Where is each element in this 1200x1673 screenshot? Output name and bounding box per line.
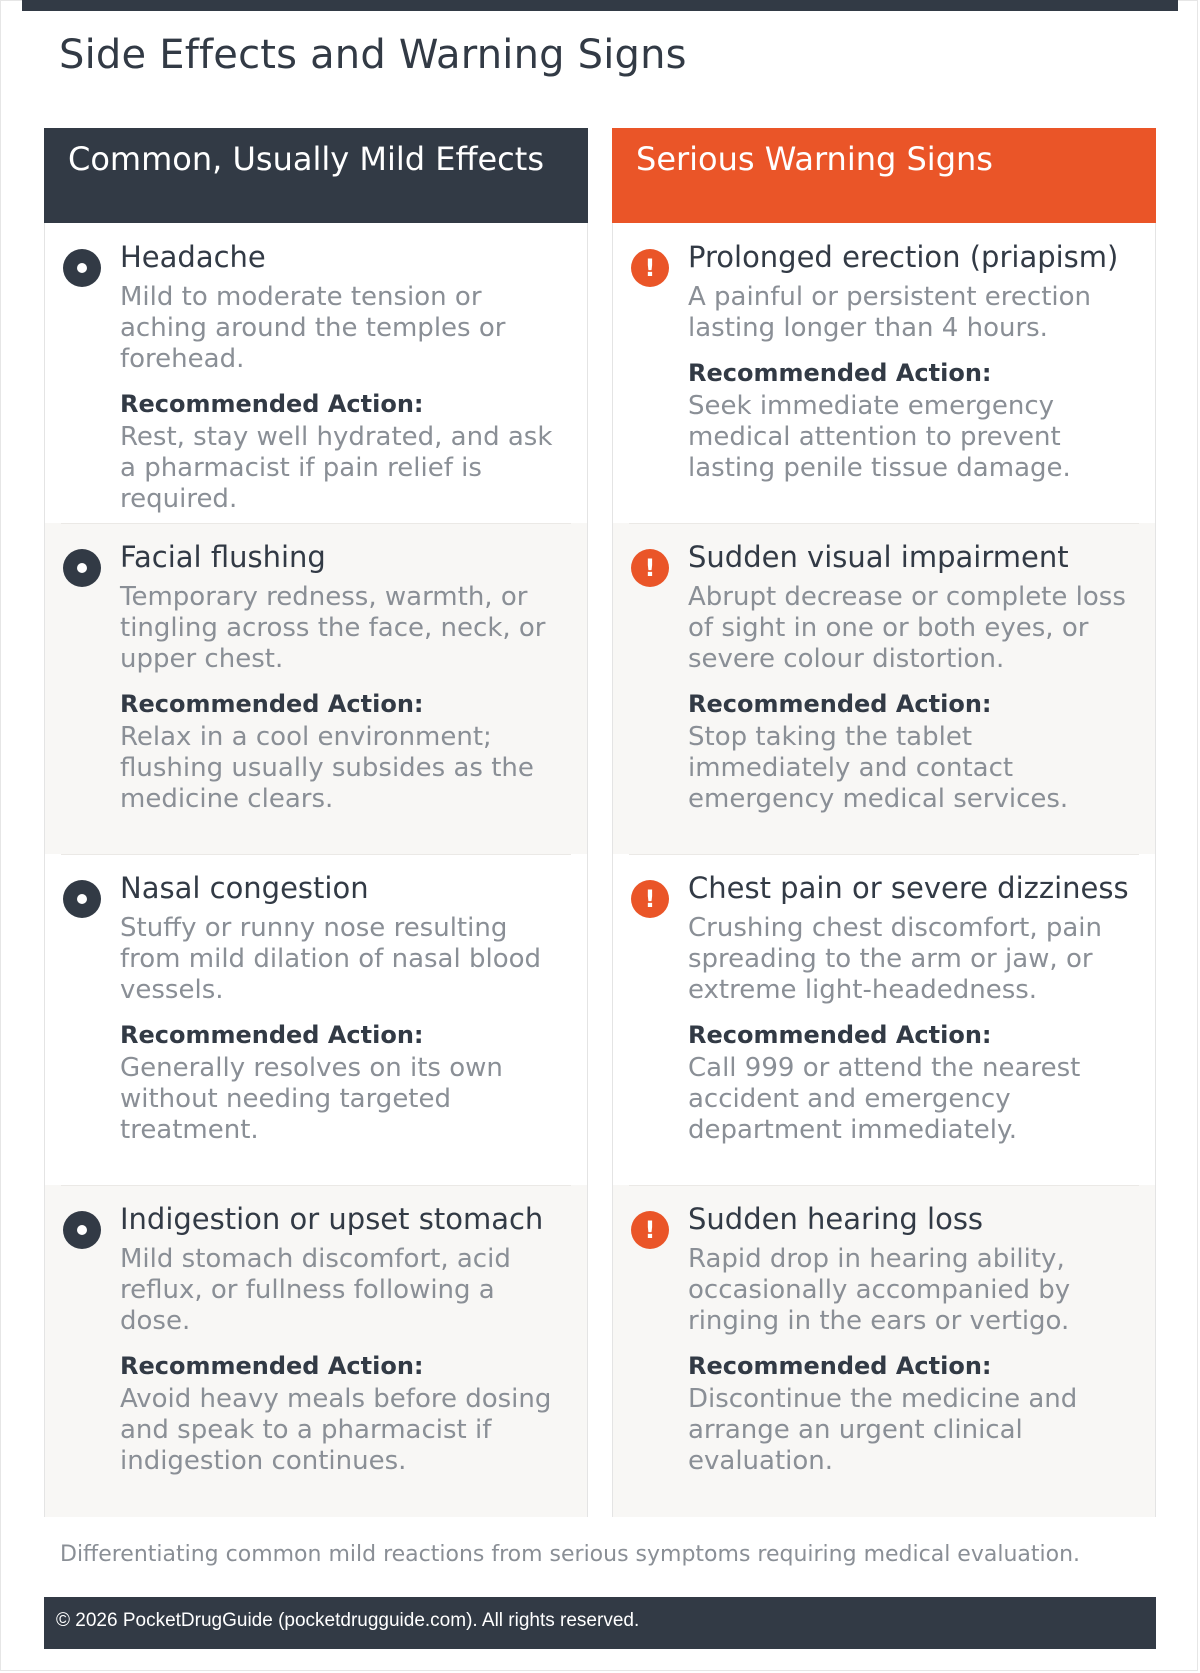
effect-title: Headache — [120, 240, 266, 274]
warning-title: Prolonged erection (priapism) — [688, 240, 1119, 274]
exclamation-circle-icon: ! — [631, 249, 669, 287]
exclamation-circle-icon: ! — [631, 549, 669, 587]
common-effect-item — [45, 223, 587, 523]
effect-description: Mild to moderate tension or aching around the temples or forehead. — [120, 282, 506, 374]
exclamation-circle-icon: ! — [631, 1211, 669, 1249]
warning-title: Sudden hearing loss — [688, 1202, 984, 1236]
warning-description: Crushing chest discomfort, pain spreading to the arm or jaw, or extreme light-headedness. — [688, 913, 1103, 1005]
recommended-action-text: Stop taking the tablet immediately and contact emergency medical services. — [688, 722, 1069, 814]
dot-circle-icon — [63, 549, 101, 587]
recommended-action-label: Recommended Action: — [120, 1020, 424, 1049]
recommended-action-text: Avoid heavy meals before dosing and speak to a pharmacist if indigestion continues. — [120, 1384, 552, 1476]
serious-warning-item — [613, 1185, 1155, 1517]
copyright-footer: © 2026 PocketDrugGuide (pocketdrugguide.com). All rights reserved. — [44, 1597, 1156, 1649]
warning-description: Rapid drop in hearing ability, occasionally accompanied by ringing in the ears or vertigo. — [688, 1244, 1071, 1336]
warning-description: Abrupt decrease or complete loss of sight in one or both eyes, or severe colour distortion. — [688, 582, 1126, 674]
serious-warning-item — [613, 223, 1155, 523]
serious-warning-item — [613, 523, 1155, 854]
common-effect-item — [45, 854, 587, 1185]
common-effect-item — [45, 1185, 587, 1517]
recommended-action-label: Recommended Action: — [120, 1351, 424, 1380]
warning-title: Chest pain or severe dizziness — [688, 871, 1129, 905]
recommended-action-text: Call 999 or attend the nearest accident and emergency department immediately. — [688, 1053, 1081, 1145]
effect-description: Mild stomach discomfort, acid reflux, or fullness following a dose. — [120, 1244, 511, 1336]
top-accent-bar — [22, 0, 1178, 11]
warning-title: Sudden visual impairment — [688, 540, 1069, 574]
page-title: Side Effects and Warning Signs — [59, 32, 687, 78]
exclamation-circle-icon: ! — [631, 880, 669, 918]
effect-description: Stuffy or runny nose resulting from mild dilation of nasal blood vessels. — [120, 913, 542, 1005]
recommended-action-label: Recommended Action: — [688, 1020, 992, 1049]
dot-circle-icon — [63, 1211, 101, 1249]
effect-description: Temporary redness, warmth, or tingling across the face, neck, or upper chest. — [120, 582, 546, 674]
dot-circle-icon — [63, 880, 101, 918]
recommended-action-text: Generally resolves on its own without needing targeted treatment. — [120, 1053, 503, 1145]
recommended-action-text: Discontinue the medicine and arrange an urgent clinical evaluation. — [688, 1384, 1078, 1476]
recommended-action-label: Recommended Action: — [688, 689, 992, 718]
dot-circle-icon — [63, 249, 101, 287]
recommended-action-label: Recommended Action: — [688, 1351, 992, 1380]
common-effect-item — [45, 523, 587, 854]
serious-warning-item — [613, 854, 1155, 1185]
page-caption: Differentiating common mild reactions from serious symptoms requiring medical evaluation. — [60, 1542, 1081, 1567]
common-effects-heading: Common, Usually Mild Effects — [44, 128, 588, 223]
warning-description: A painful or persistent erection lasting longer than 4 hours. — [688, 282, 1092, 344]
effect-title: Nasal congestion — [120, 871, 369, 905]
recommended-action-label: Recommended Action: — [120, 389, 424, 418]
recommended-action-text: Rest, stay well hydrated, and ask a pharmacist if pain relief is required. — [120, 422, 553, 514]
effect-title: Indigestion or upset stomach — [120, 1202, 544, 1236]
recommended-action-text: Relax in a cool environment; flushing usually subsides as the medicine clears. — [120, 722, 534, 814]
recommended-action-label: Recommended Action: — [688, 358, 992, 387]
recommended-action-text: Seek immediate emergency medical attention to prevent lasting penile tissue damage. — [688, 391, 1071, 484]
recommended-action-label: Recommended Action: — [120, 689, 424, 718]
serious-warnings-heading: Serious Warning Signs — [612, 128, 1156, 223]
common-effects-column — [44, 128, 588, 1517]
effect-title: Facial flushing — [120, 540, 326, 574]
serious-warnings-column — [612, 128, 1156, 1517]
